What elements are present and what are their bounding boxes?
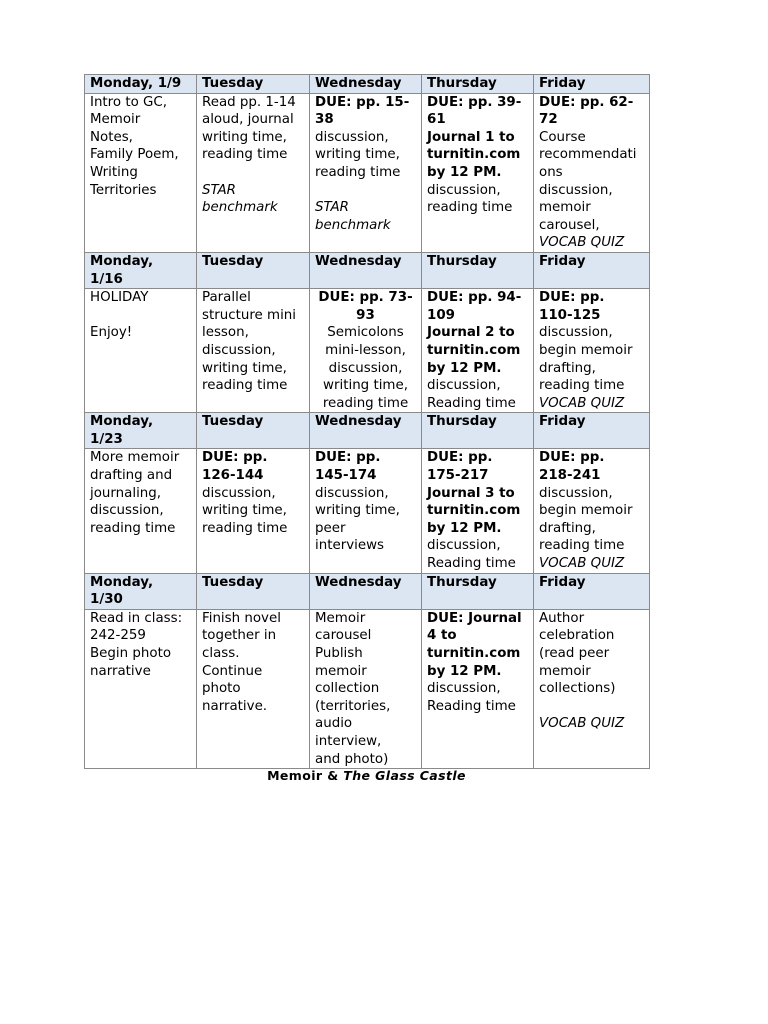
cell-line: DUE: pp.: [539, 290, 605, 306]
day-header-text: 1/30: [90, 592, 123, 608]
day-cell-friday: [534, 609, 650, 768]
day-header-text: Tuesday: [202, 76, 264, 91]
day-header-monday: [85, 252, 197, 288]
cell-line: structure mini: [202, 307, 296, 323]
cell-line: Continue: [202, 663, 263, 679]
day-header-text: Thursday: [427, 414, 497, 430]
cell-line: Intro to GC,: [90, 94, 168, 110]
day-header-text: Thursday: [427, 76, 497, 91]
cell-line: begin memoir: [539, 342, 633, 358]
cell-line: turnitin.com: [427, 147, 521, 163]
cell-line: Semicolons: [327, 325, 404, 341]
cell-line: discussion,: [427, 182, 501, 198]
day-cell-thursday: [422, 449, 534, 573]
cell-line: peer: [315, 520, 346, 536]
cell-line: More memoir: [90, 450, 180, 466]
week-header-row: [85, 573, 650, 609]
cell-line: photo: [202, 681, 241, 697]
cell-line: 242-259: [90, 628, 146, 644]
cell-line: discussion,: [315, 129, 389, 145]
cell-line: Notes,: [90, 129, 133, 145]
week-content-row: [85, 609, 650, 768]
cell-line: reading time: [539, 378, 625, 394]
cell-line: discussion,: [539, 182, 613, 198]
day-header-text: Monday,: [90, 414, 154, 430]
day-header-text: Friday: [539, 253, 586, 269]
cell-line: Author: [539, 610, 585, 626]
day-cell-tuesday: [197, 93, 310, 252]
cell-line: 4 to: [427, 628, 457, 644]
cell-line: reading time: [427, 200, 513, 216]
day-header-text: Wednesday: [315, 414, 402, 430]
cell-line: writing time,: [315, 147, 400, 163]
cell-line: 93: [356, 307, 375, 323]
day-header-thursday: [422, 75, 534, 94]
day-cell-wednesday: [310, 93, 422, 252]
cell-line: reading time: [90, 520, 176, 536]
cell-line: DUE: pp. 39-: [427, 94, 522, 110]
cell-line: together in: [202, 628, 277, 644]
cell-line: DUE: pp.: [202, 450, 268, 466]
cell-line: discussion,: [539, 325, 613, 341]
cell-line: DUE: pp. 94-: [427, 290, 522, 306]
day-header-wednesday: [310, 252, 422, 288]
day-header-text: Thursday: [427, 574, 497, 590]
cell-line: discussion,: [427, 681, 501, 697]
day-cell-monday: [85, 93, 197, 252]
cell-line: recommendati: [539, 147, 637, 163]
day-cell-wednesday: [310, 449, 422, 573]
cell-line: Parallel: [202, 290, 251, 306]
day-cell-wednesday: [310, 609, 422, 768]
cell-line: drafting,: [539, 520, 596, 536]
cell-line: drafting and: [90, 468, 173, 484]
cell-line: turnitin.com: [427, 342, 521, 358]
cell-line: (territories,: [315, 698, 391, 714]
week-header-row: [85, 413, 650, 449]
day-header-tuesday: [197, 573, 310, 609]
cell-line: discussion,: [328, 360, 403, 376]
cell-line: turnitin.com: [427, 503, 521, 519]
cell-line: audio: [315, 716, 353, 732]
day-cell-thursday: [422, 93, 534, 252]
cell-line: Reading time: [427, 698, 516, 714]
cell-line: discussion,: [202, 342, 276, 358]
caption-prefix: Memoir &: [267, 768, 344, 783]
cell-line: ons: [539, 164, 563, 180]
cell-line: collection: [315, 681, 380, 697]
cell-line: carousel: [315, 628, 372, 644]
cell-line: collections): [539, 681, 616, 697]
day-header-tuesday: [197, 413, 310, 449]
day-cell-monday: [85, 449, 197, 573]
day-header-thursday: [422, 413, 534, 449]
cell-line: Begin photo: [90, 646, 172, 661]
day-header-wednesday: [310, 413, 422, 449]
day-header-text: Friday: [539, 414, 586, 430]
cell-line: (read peer: [539, 646, 610, 661]
day-header-thursday: [422, 252, 534, 288]
cell-line: [315, 182, 416, 200]
cell-line: Finish novel: [202, 610, 281, 626]
day-header-text: Tuesday: [202, 253, 264, 269]
day-header-tuesday: [197, 75, 310, 94]
day-header-text: Thursday: [427, 253, 497, 269]
week-header-row: [85, 75, 650, 94]
cell-line: benchmark: [202, 200, 278, 216]
day-cell-tuesday: [197, 449, 310, 573]
cell-line: Course: [539, 129, 586, 145]
week-content-row: [85, 93, 650, 252]
cell-line: 109: [427, 307, 455, 323]
cell-line: Publish: [315, 646, 363, 661]
cell-line: DUE: pp.: [315, 450, 381, 466]
cell-line: reading time: [202, 147, 288, 163]
day-header-monday: [85, 75, 197, 94]
cell-line: Memoir: [315, 610, 366, 626]
cell-line: [202, 164, 304, 182]
day-cell-thursday: [422, 609, 534, 768]
day-cell-friday: [534, 449, 650, 573]
caption-book-title: The Glass Castle: [343, 768, 466, 783]
cell-line: VOCAB QUIZ: [539, 395, 625, 411]
cell-line: Family Poem,: [90, 147, 179, 163]
day-cell-monday: [85, 289, 197, 413]
cell-line: reading time: [315, 164, 401, 180]
cell-line: DUE: Journal: [427, 610, 522, 626]
day-header-text: Friday: [539, 76, 586, 91]
cell-line: interview,: [315, 733, 382, 749]
day-header-friday: [534, 75, 650, 94]
day-header-text: Monday,: [90, 253, 154, 269]
day-header-text: Wednesday: [315, 574, 402, 590]
day-header-text: 1/23: [90, 431, 123, 447]
day-header-wednesday: [310, 75, 422, 94]
cell-line: writing time,: [202, 360, 287, 376]
cell-line: writing time,: [202, 503, 287, 519]
cell-line: begin memoir: [539, 503, 633, 519]
day-cell-monday: [85, 609, 197, 768]
cell-line: class.: [202, 646, 240, 661]
cell-line: discussion,: [427, 378, 501, 394]
day-header-wednesday: [310, 573, 422, 609]
day-header-text: Monday, 1/9: [90, 76, 182, 91]
day-header-text: Wednesday: [315, 76, 402, 91]
cell-line: 110-125: [539, 307, 601, 323]
cell-line: Read in class:: [90, 610, 183, 626]
cell-line: [90, 307, 191, 325]
cell-line: STAR: [202, 182, 236, 198]
day-header-monday: [85, 413, 197, 449]
cell-line: Journal 2 to: [427, 325, 515, 341]
cell-line: drafting,: [539, 360, 596, 376]
cell-line: Journal 1 to: [427, 129, 515, 145]
cell-line: benchmark: [315, 217, 391, 233]
cell-line: Reading time: [427, 556, 516, 572]
cell-line: writing time,: [315, 503, 400, 519]
day-header-thursday: [422, 573, 534, 609]
cell-line: discussion,: [427, 538, 501, 554]
day-header-text: Wednesday: [315, 253, 402, 269]
cell-line: discussion,: [315, 485, 389, 501]
cell-line: by 12 PM.: [427, 360, 502, 376]
day-header-tuesday: [197, 252, 310, 288]
week-content-row: [85, 289, 650, 413]
cell-line: carousel,: [539, 217, 600, 233]
cell-line: journaling,: [90, 485, 162, 501]
cell-line: writing time,: [323, 378, 408, 394]
day-header-friday: [534, 413, 650, 449]
cell-line: and photo): [315, 751, 389, 767]
day-header-friday: [534, 252, 650, 288]
cell-line: by 12 PM.: [427, 520, 502, 536]
cell-line: reading time: [322, 395, 409, 411]
cell-line: memoir: [315, 663, 367, 679]
cell-line: discussion,: [90, 503, 164, 519]
cell-line: memoir: [539, 663, 591, 679]
cell-line: narrative: [90, 663, 151, 679]
cell-line: narrative.: [202, 698, 268, 714]
day-header-text: Tuesday: [202, 414, 264, 430]
cell-line: HOLIDAY: [90, 290, 149, 306]
day-header-text: 1/16: [90, 271, 123, 287]
cell-line: [539, 698, 644, 716]
cell-line: Enjoy!: [90, 325, 133, 341]
cell-line: 38: [315, 112, 334, 128]
cell-line: Memoir: [90, 112, 141, 128]
day-header-monday: [85, 573, 197, 609]
cell-line: by 12 PM.: [427, 663, 502, 679]
weekly-schedule-table: [84, 74, 650, 769]
cell-line: reading time: [202, 520, 288, 536]
day-header-text: Monday,: [90, 574, 154, 590]
week-header-row: [85, 252, 650, 288]
cell-line: VOCAB QUIZ: [539, 556, 625, 572]
cell-line: STAR: [315, 200, 349, 216]
cell-line: Read pp. 1-14: [202, 94, 296, 110]
cell-line: Writing: [90, 164, 138, 180]
cell-line: discussion,: [202, 485, 276, 501]
cell-line: DUE: pp. 15-: [315, 94, 410, 110]
day-cell-wednesday: [310, 289, 422, 413]
cell-line: reading time: [539, 538, 625, 554]
cell-line: by 12 PM.: [427, 164, 502, 180]
cell-line: 72: [539, 112, 558, 128]
cell-line: interviews: [315, 538, 385, 554]
day-cell-thursday: [422, 289, 534, 413]
day-cell-tuesday: [197, 289, 310, 413]
cell-line: reading time: [202, 378, 288, 394]
day-cell-friday: [534, 93, 650, 252]
cell-line: DUE: pp.: [539, 450, 605, 466]
week-content-row: [85, 449, 650, 573]
cell-line: turnitin.com: [427, 646, 521, 661]
day-header-text: Friday: [539, 574, 586, 590]
cell-line: 145-174: [315, 468, 377, 484]
cell-line: lesson,: [202, 325, 249, 341]
cell-line: Territories: [90, 182, 157, 198]
day-header-text: Tuesday: [202, 574, 264, 590]
document-caption: [84, 768, 649, 783]
cell-line: Reading time: [427, 395, 516, 411]
cell-line: writing time,: [202, 129, 287, 145]
cell-line: Journal 3 to: [427, 485, 515, 501]
cell-line: mini-lesson,: [325, 342, 406, 358]
cell-line: VOCAB QUIZ: [539, 716, 625, 732]
cell-line: 61: [427, 112, 446, 128]
cell-line: DUE: pp. 73-: [318, 290, 413, 306]
cell-line: 218-241: [539, 468, 601, 484]
cell-line: DUE: pp. 62-: [539, 94, 634, 110]
cell-line: celebration: [539, 628, 615, 644]
cell-line: aloud, journal: [202, 112, 294, 128]
day-cell-tuesday: [197, 609, 310, 768]
cell-line: VOCAB QUIZ: [539, 235, 625, 251]
day-header-friday: [534, 573, 650, 609]
cell-line: 126-144: [202, 468, 264, 484]
cell-line: 175-217: [427, 468, 489, 484]
cell-line: discussion,: [539, 485, 613, 501]
day-cell-friday: [534, 289, 650, 413]
cell-line: memoir: [539, 200, 591, 216]
cell-line: DUE: pp.: [427, 450, 493, 466]
